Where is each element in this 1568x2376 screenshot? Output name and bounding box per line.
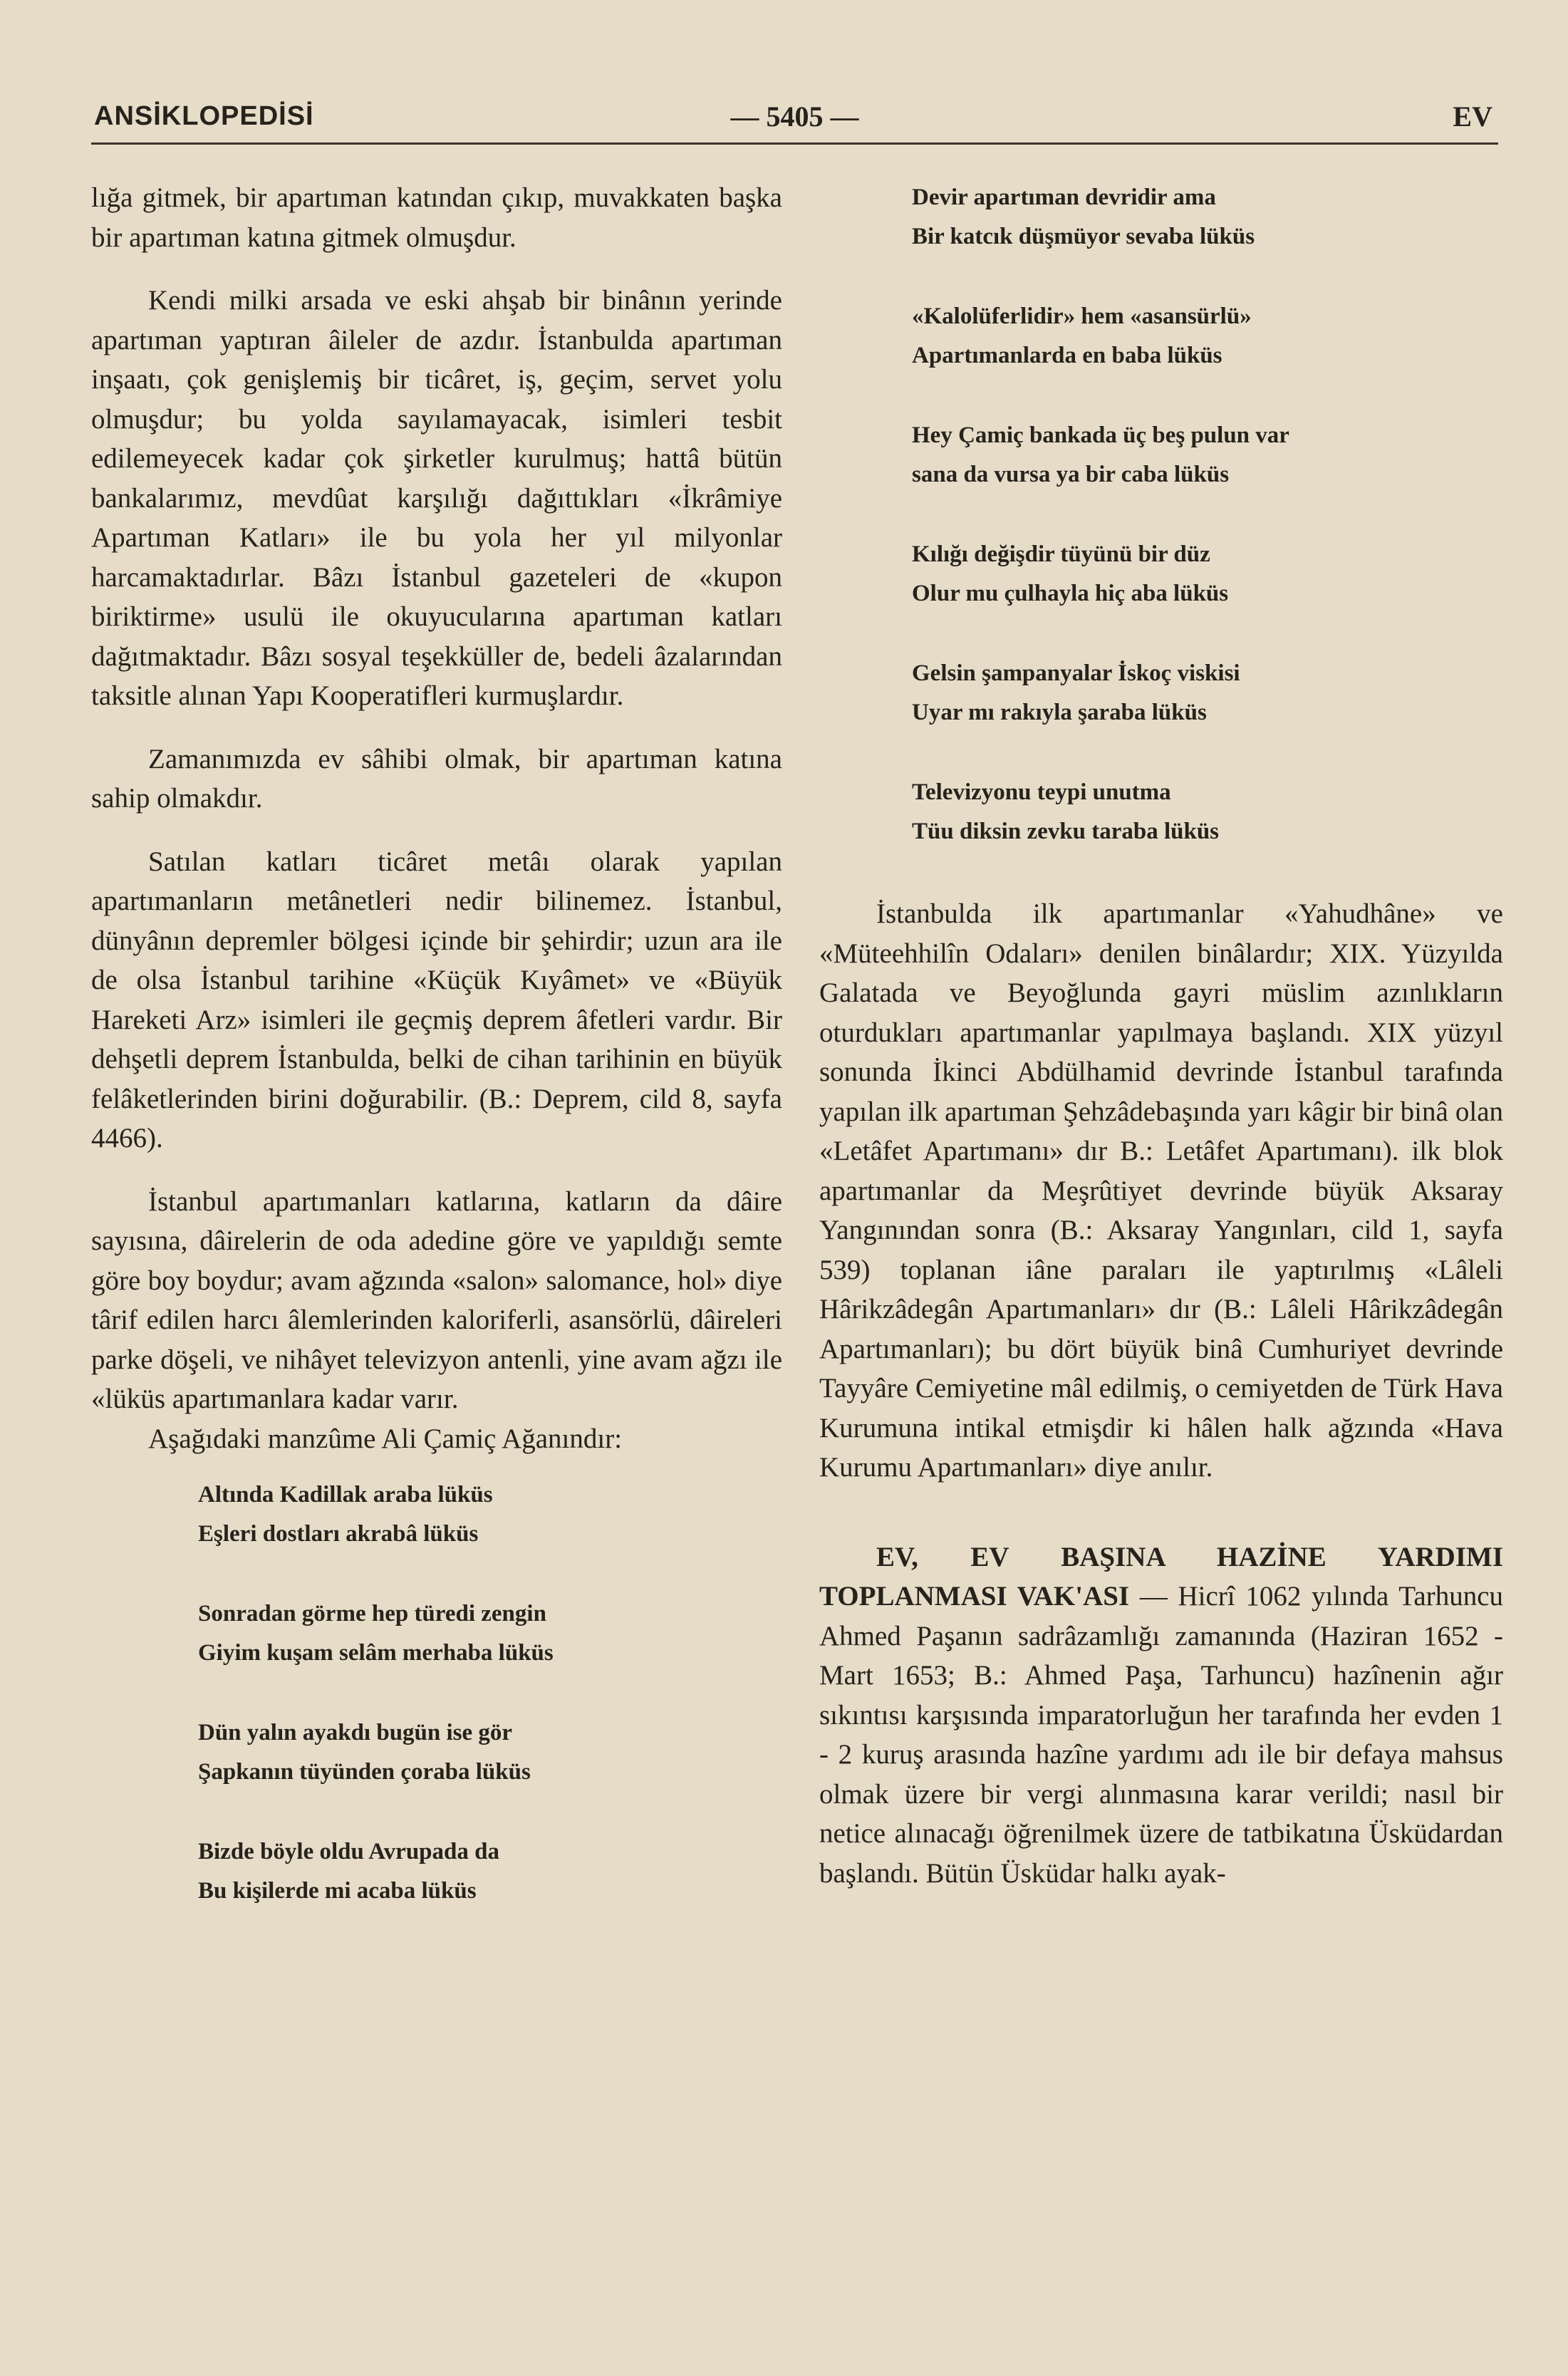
encyclopedia-entry — [819, 1537, 1503, 1894]
poem-line: Hey Çamiç bankada üç beş pulun var — [912, 422, 1289, 448]
poem-stanza — [912, 773, 1503, 851]
poem-line: Bir katcık düşmüyor sevaba lüküs — [912, 224, 1255, 249]
running-title: ANSİKLOPEDİSİ — [94, 101, 314, 131]
poem-line: Devir apartıman devridir ama — [912, 185, 1216, 210]
poem-stanza — [198, 1475, 782, 1554]
poem-line: «Kalolüferlidir» hem «asansürlü» — [912, 304, 1252, 329]
right-column — [819, 178, 1503, 1893]
poem-line: Kılığı değişdir tüyünü bir düz — [912, 541, 1210, 567]
poem-line: Uyar mı rakıyla şaraba lüküs — [912, 700, 1207, 725]
poem-line: Olur mu çulhayla hiç aba lüküs — [912, 581, 1229, 606]
poem-line: Televizyonu teypi unutma — [912, 779, 1171, 805]
poem-stanza — [912, 297, 1503, 375]
paragraph: Kendi milki arsada ve eski ahşab bir binânın yerinde apartıman yaptıran âileler de azdır. İstanbulda apartıman inşaatı, çok genişlemiş bir ticâret, iş, geçim, servet yolu olmuşdur; bu yolda sayılamayacak, isimleri tesbit edilemeyecek kadar çok şirketler kurulmuş; hattâ bütün bankalarımız, mevdûat karşılığı dağıttıkları «İkrâmiye Apartıman Katları» ile bu yola her yıl milyonlar harcamaktadırlar. Bâzı İstanbul gazeteleri de «kupon biriktirme» usulü ile okuyucularına apartıman katları dağıtmaktadır. Bâzı sosyal teşekküller de, bedeli âzalarından taksitle alınan Yapı Kooperatifleri kurmuşlardır. — [91, 285, 782, 711]
poem-line: Sonradan görme hep türedi zengin — [198, 1601, 546, 1627]
entry-body: — Hicrî 1062 yılında Tarhuncu Ahmed Paşanın sadrâzamlığı zamanında (Haziran 1652 - Mart 1653; B.: Ahmed Paşa, Tarhuncu) hazînenin ağır sıkıntısı karşısında imparatorluğun her tarafında her evden 1 - 2 kuruş arasında hazîne yardımı adı ile bir defaya mahsus olmak üzere bir vergi alınmasına karar verildi; nasıl bir netice alınacağı öğrenilmek üzere de tatbikatına Üsküdardan başlandı. Bütün Üsküdar halkı ayak- — [819, 1581, 1504, 1889]
paragraph: Zamanımızda ev sâhibi olmak, bir apartıman katına sahip olmakdır. — [91, 743, 782, 814]
poem-stanza — [912, 535, 1503, 613]
paragraph: Satılan katları ticâret metâı olarak yapılan apartımanların metânetleri nedir bilinemez. İstanbul, dünyânın depremler bölgesi içinde bir şehirdir; uzun ara ile de olsa İstanbul tarihine «Küçük Kıyâmet» ve «Büyük Hareketi Arz» isimleri ile geçmiş deprem âfetleri vardır. Bir dehşetli deprem İstanbulda, belki de cihan tarihinin en büyük felâketlerinden birini doğurabilir. (B.: Deprem, cild 8, sayfa 4466). — [91, 846, 782, 1153]
entry-title: EV, EV BAŞINA HAZİNE YARDIMI TOPLANMASI VAK'ASI — [819, 1541, 1503, 1612]
poem-line: Apartımanlarda en baba lüküs — [912, 343, 1222, 368]
poem-line: Altında Kadillak araba lüküs — [198, 1482, 493, 1508]
poem-line: Bu kişilerde mi acaba lüküs — [198, 1878, 477, 1904]
page-number: — 5405 — — [730, 100, 859, 133]
poem-line: Şapkanın tüyünden çoraba lüküs — [198, 1759, 531, 1785]
paragraph: lığa gitmek, bir apartıman katından çıkıp, muvakkaten başka bir apartıman katına gitmek olmuşdur. — [91, 182, 782, 253]
poem-line: Dün yalın ayakdı bugün ise gör — [198, 1720, 513, 1745]
poem — [819, 178, 1503, 851]
page-header — [91, 93, 1498, 145]
poem-stanza — [198, 1832, 782, 1911]
poem-line: Gelsin şampanyalar İskoç viskisi — [912, 660, 1240, 686]
paragraph: İstanbul apartımanları katlarına, katların da dâire sayısına, dâirelerin de oda adedine göre ve yapıldığı semte göre boy boydur; avam ağzında «salon» salomance, hol» diye târif edilen harcı âlemlerinden kaloriferli, asansörlü, dâireleri parke döşeli, ve nihâyet televizyon antenli, yine avam ağzı ile «lüküs apartımanlara kadar varır. — [91, 1186, 782, 1414]
poem-line: Tüu diksin zevku taraba lüküs — [912, 819, 1220, 844]
poem-line: Giyim kuşam selâm merhaba lüküs — [198, 1640, 554, 1666]
poem — [91, 1475, 782, 1911]
poem-stanza — [198, 1713, 782, 1792]
poem-stanza — [198, 1594, 782, 1673]
paragraph: İstanbulda ilk apartımanlar «Yahudhâne» ve «Müteehhilîn Odaları» denilen binâlardır; XIX. Yüzyılda Galatada ve Beyoğlunda gayri müslim azınlıkların oturdukları apartımanlar yapılmaya başlandı. XIX yüzyıl sonunda İkinci Abdülhamid devrinde İstanbul tarafında yapılan ilk apartıman Şehzâdebaşında yarı kâgir bir binâ olan «Letâfet Apartımanı» dır B.: Letâfet Apartımanı). ilk blok apartımanlar da Meşrûtiyet devrinde büyük Aksaray Yangınından sonra (B.: Aksaray Yangınları, cild 1, sayfa 539) toplanan iâne paraları ile yaptırılmış «Lâleli Hârikzâdegân Apartımanları» dır (B.: Lâleli Hârikzâdegân Apartımanları); bu dört büyük binâ Cumhuriyet devrinde Tayyâre Cemiyetine mâl edilmiş, o cemiyetden de Türk Hava Kurumuna intikal etmişdir ki hâlen halk ağzında «Hava Kurumu Apartımanları» diye anılır. — [819, 898, 1503, 1483]
poem-line: sana da vursa ya bir caba lüküs — [912, 462, 1230, 487]
section-keyword: EV — [1453, 100, 1492, 133]
poem-stanza — [912, 654, 1503, 732]
poem-line: Bizde böyle oldu Avrupada da — [198, 1839, 499, 1864]
poem-stanza — [912, 416, 1503, 494]
paragraph: Aşağıdaki manzûme Ali Çamiç Ağanındır: — [148, 1423, 623, 1454]
poem-stanza — [912, 178, 1503, 256]
left-column — [91, 178, 782, 1911]
poem-line: Eşleri dostları akrabâ lüküs — [198, 1521, 479, 1547]
